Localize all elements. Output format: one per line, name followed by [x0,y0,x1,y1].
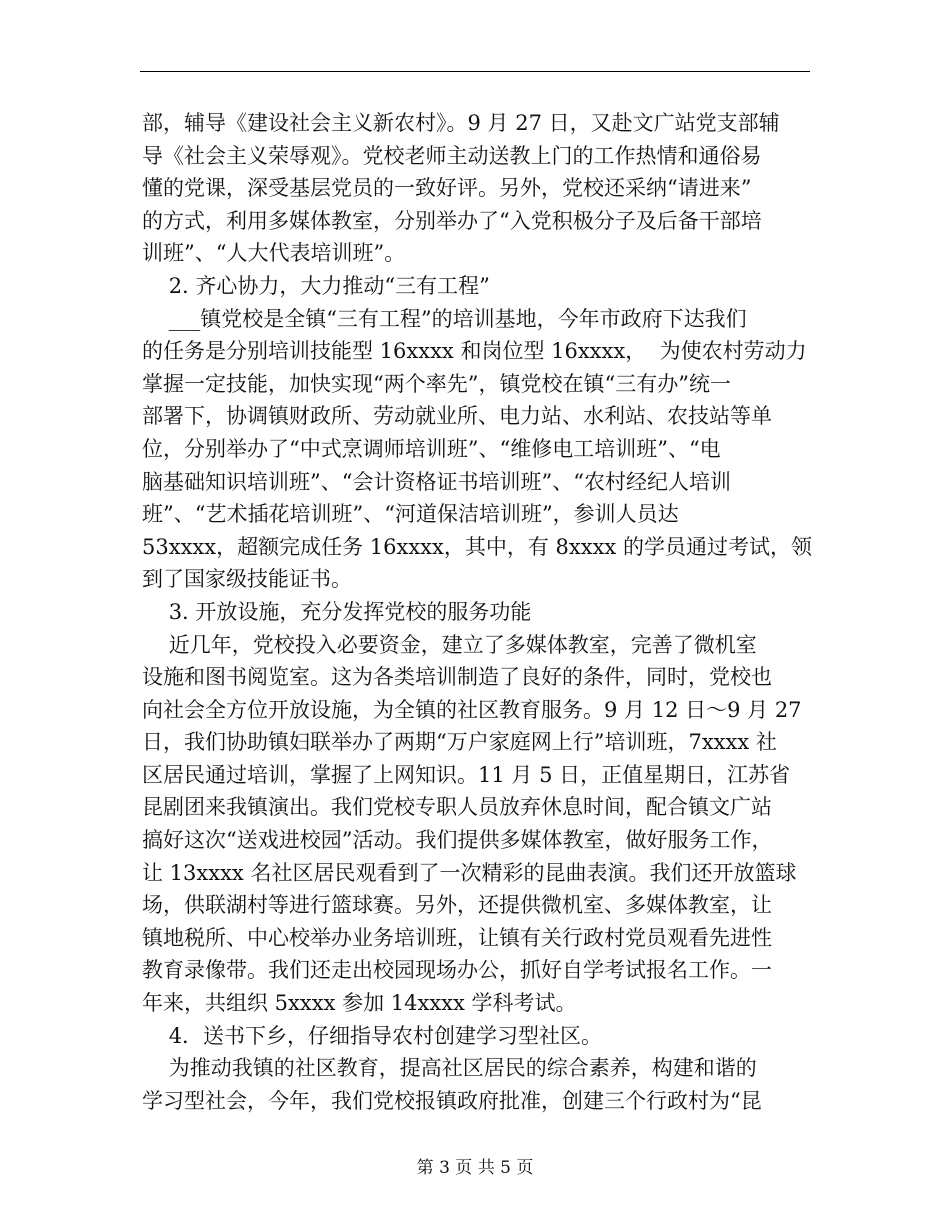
body-line: 脑基础知识培训班”、“会计资格证书培训班”、“农村经纪人培训 [142,469,731,494]
body-line: 向社会全方位开放设施，为全镇的社区教育服务。9 月 12 日～9 月 27 [142,697,802,722]
body-line: 日，我们协助镇妇联举办了两期“万户家庭网上行”培训班，7xxxx 社 [142,730,777,755]
body-line: 区居民通过培训，掌握了上网知识。11 月 5 日，正值星期日，江苏省 [142,762,791,787]
body-line: 让 13xxxx 名社区居民观看到了一次精彩的昆曲表演。我们还开放篮球 [142,860,797,885]
body-line: 掌握一定技能，加快实现“两个率先”，镇党校在镇“三有办”统一 [142,371,731,396]
body-line: 场，供联湖村等进行篮球赛。另外，还提供微机室、多媒体教室，让 [142,893,772,918]
body-line: 镇地税所、中心校举办业务培训班，让镇有关行政村党员观看先进性 [142,925,772,950]
body-line: 近几年，党校投入必要资金，建立了多媒体教室，完善了微机室 [142,632,757,657]
body-line: 搞好这次“送戏进校园”活动。我们提供多媒体教室，做好服务工作， [142,828,773,853]
body-line: 的方式，利用多媒体教室，分别举办了“入党积极分子及后备干部培 [142,208,762,233]
body-line: 懂的党课，深受基层党员的一致好评。另外，党校还采纳“请进来” [142,176,752,201]
body-line: 部，辅导《建设社会主义新农村》。9 月 27 日，又赴文广站党支部辅 [142,111,780,135]
body-line: 的任务是分别培训技能型 16xxxx 和岗位型 16xxxx， 为使农村劳动力 [142,339,807,364]
body-text [142,107,810,1117]
body-line: 训班”、“人大代表培训班”。 [142,241,406,266]
page-footer: 第 3 页 共 5 页 [416,1158,534,1178]
body-line: 到了国家级技能证书。 [142,567,352,592]
body-line: 为推动我镇的社区教育，提高社区居民的综合素养，构建和谐的 [142,1056,757,1081]
body-line: 部署下，协调镇财政所、劳动就业所、电力站、水利站、农技站等单 [142,404,772,429]
header-rule [140,71,810,72]
body-line: 年来，共组织 5xxxx 参加 14xxxx 学科考试。 [142,991,577,1016]
body-line: 4．送书下乡，仔细指导农村创建学习型社区。 [142,1023,603,1048]
body-line: ___镇党校是全镇“三有工程”的培训基地，今年市政府下达我们 [142,306,747,331]
body-line: 昆剧团来我镇演出。我们党校专职人员放弃休息时间，配合镇文广站 [142,795,772,820]
body-line: 3. 开放设施，充分发挥党校的服务功能 [142,599,532,624]
body-line: 导《社会主义荣辱观》。党校老师主动送教上门的工作热情和通俗易 [142,143,762,168]
body-line: 班”、“艺术插花培训班”、“河道保洁培训班”，参训人员达 [142,502,679,527]
body-line: 教育录像带。我们还走出校园现场办公，抓好自学考试报名工作。一 [142,958,772,983]
body-line: 位，分别举办了“中式烹调师培训班”、“维修电工培训班”、“电 [142,436,721,461]
body-line: 设施和图书阅览室。这为各类培训制造了良好的条件，同时，党校也 [142,665,772,690]
body-line: 2. 齐心协力，大力推动“三有工程” [142,273,490,298]
body-line: 53xxxx，超额完成任务 16xxxx，其中，有 8xxxx 的学员通过考试，领 [142,534,812,559]
body-line: 学习型社会，今年，我们党校报镇政府批准，创建三个行政村为“昆 [142,1088,762,1113]
